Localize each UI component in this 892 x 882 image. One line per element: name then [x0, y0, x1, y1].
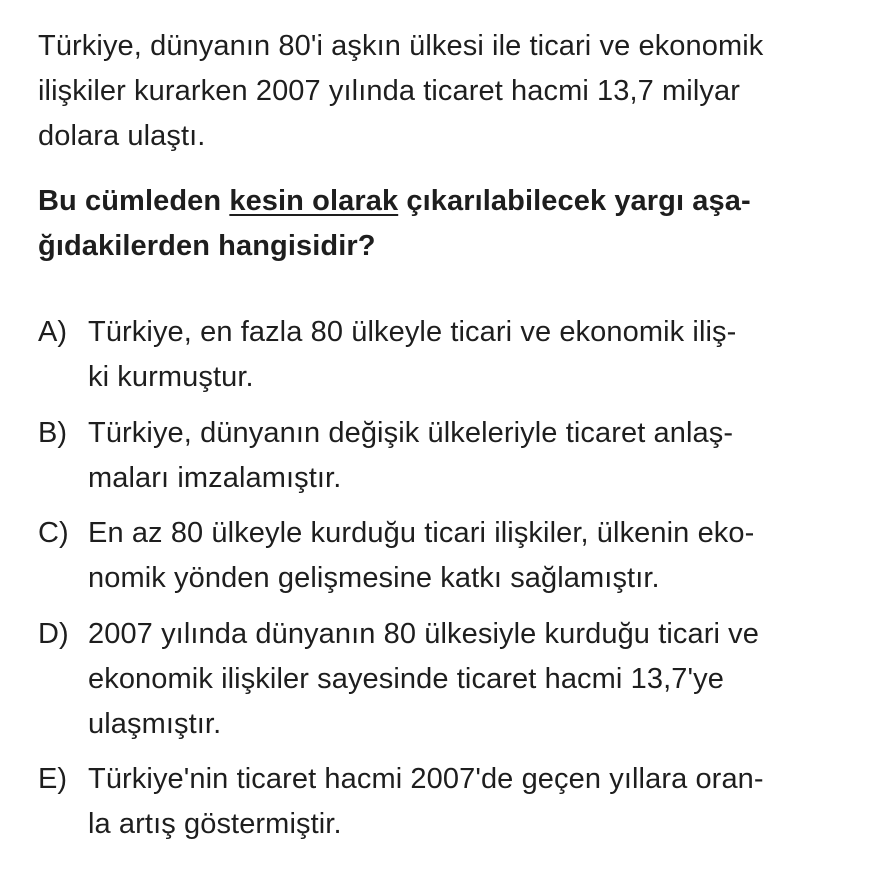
option-c-line-2: nomik yönden gelişmesine katkı sağlamıştır.	[88, 562, 660, 594]
option-e-line-2: la artış göstermiştir.	[88, 808, 342, 840]
passage-line-2: ilişkiler kurarken 2007 yılında ticaret hacmi 13,7 milyar	[38, 75, 740, 107]
question-line-1	[38, 183, 751, 219]
question-emphasis: kesin olarak	[229, 185, 399, 217]
option-c-line-1: En az 80 ülkeyle kurduğu ticari ilişkiler, ülkenin eko-	[88, 517, 755, 549]
option-e-line-1: Türkiye'nin ticaret hacmi 2007'de geçen yıllara oran-	[88, 763, 764, 795]
option-e-letter: E)	[38, 763, 67, 795]
option-c-letter: C)	[38, 517, 69, 549]
option-d-line-3: ulaşmıştır.	[88, 708, 222, 740]
option-d-letter: D)	[38, 618, 69, 650]
question-line-2: ğıdakilerden hangisidir?	[38, 230, 376, 262]
option-d-line-1: 2007 yılında dünyanın 80 ülkesiyle kurduğu ticari ve	[88, 618, 760, 650]
option-a-line-2: ki kurmuştur.	[88, 361, 254, 393]
option-a-line-1: Türkiye, en fazla 80 ülkeyle ticari ve ekonomik iliş-	[88, 316, 737, 348]
question-text-before: Bu cümleden	[38, 185, 230, 217]
option-b-letter: B)	[38, 417, 67, 449]
passage-line-3: dolara ulaştı.	[38, 120, 206, 152]
option-b-line-1: Türkiye, dünyanın değişik ülkeleriyle ticaret anlaş-	[88, 417, 734, 449]
passage-line-1: Türkiye, dünyanın 80'i aşkın ülkesi ile ticari ve ekonomik	[38, 30, 764, 62]
option-a-letter: A)	[38, 316, 67, 348]
option-d-line-2: ekonomik ilişkiler sayesinde ticaret hacmi 13,7'ye	[88, 663, 724, 695]
option-b-line-2: maları imzalamıştır.	[88, 462, 342, 494]
question-text-after: çıkarılabilecek yargı aşa-	[398, 185, 751, 217]
